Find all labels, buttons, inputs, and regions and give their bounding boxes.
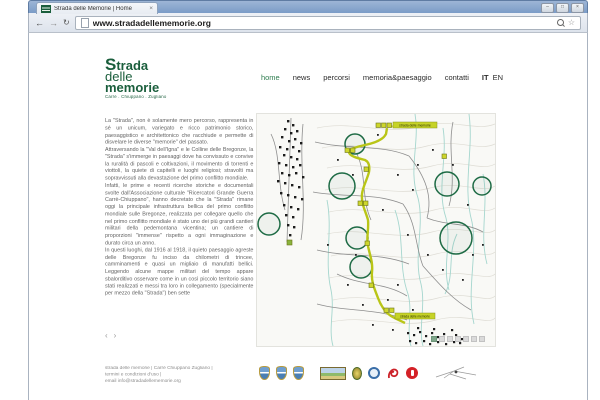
footer-text: [105, 366, 265, 385]
text-pager: [105, 331, 116, 340]
nav-item-news[interactable]: news: [292, 73, 311, 82]
nav-item-memoria-paesaggio[interactable]: memoria&paesaggio: [362, 73, 432, 82]
logo-line-1: Strada: [105, 55, 149, 74]
nav-item-percorsi[interactable]: percorsi: [323, 73, 350, 82]
url-text[interactable]: www.stradadellememorie.org: [92, 17, 211, 28]
site-favicon-icon: [41, 5, 51, 13]
tab-title: Strada delle Memorie | Home: [54, 5, 132, 12]
pager-prev-icon[interactable]: ‹: [105, 331, 108, 340]
paragraph: Infatti, le prime e recenti ricerche storiche e documentali svolte dall'Associazione culturale "Ricercatori Grande Guerra Carrè-Chiuppano", hanno decretato che la "Strada" rimane oggi la principale infrastruttura bellica del primo conflitto mondiale sulle Bregonze, realizzata per collegare quello che nel primo conflitto mondiale è stato uno dei più grandi cantieri militari della pedemontana vicentina; un cantiere di proporzioni "immense" rispetto a ogni immaginazione e durato circa un anno.: [105, 182, 254, 246]
carousel-dot[interactable]: [471, 336, 477, 342]
nav-item-contatti[interactable]: contatti: [444, 73, 469, 82]
paragraph: Attraversando la "Val dell'Igna" e le Colline delle Bregonze, la "Strada" s'immerge in paesaggi dove ha convissuto e convive la ruralità di pascoli e coltivazioni, il movimento di torrenti e viottoli, la quiete di capitelli e luoghi religiosi; stravolti ma sopravvissuti alla devastazione del primo conflitto mondiale.: [105, 146, 254, 182]
forward-icon[interactable]: →: [49, 17, 58, 28]
bookmark-star-icon[interactable]: ☆: [567, 17, 575, 27]
svg-text:strada delle memorie: strada delle memorie: [399, 123, 431, 128]
svg-text:strada delle memorie: strada delle memorie: [400, 314, 430, 319]
oval-badge-logo: [352, 367, 362, 380]
logo-line-2: delle: [105, 69, 133, 84]
paragraph: La "Strada", non è solamente mero percorso, rappresenta in sé un unicum, variegato e ricco patrimonio storico, paesaggistico e architettonico che racchiude e permette di disvelare le diverse "memorie" del passato.: [105, 118, 254, 146]
address-bar[interactable]: [75, 16, 581, 30]
intro-text: [105, 118, 253, 298]
logo-line-3: memorie: [105, 80, 160, 95]
footer-terms-link[interactable]: termini e condizioni d'uso |: [105, 372, 162, 378]
browser-tab[interactable]: [36, 2, 158, 14]
tab-close-icon[interactable]: ×: [149, 4, 153, 12]
browser-toolbar: [28, 13, 588, 33]
red-swirl-logo: [386, 367, 400, 380]
carousel-dot[interactable]: [447, 336, 453, 342]
map-banner-bottom[interactable]: [395, 313, 435, 319]
logo-towns: Carrè . Chiuppano . Zugliano: [105, 95, 167, 100]
paragraph: In questi luoghi, dal 1916 al 1918, il quieto paesaggio agreste delle Bregonze fu inciso da chilometri di trincee, camminamenti e quasi un migliaio di manufatti bellici. Leggendo alcune mappe militari del tempo appare sbalorditivo osservare come in un così piccolo territorio siano stati realizzati e messi tra loro in collegamento (specialmente per mezzo della "Strada") ben sette: [105, 247, 254, 297]
reload-icon[interactable]: ↻: [63, 18, 70, 27]
zugliano-crest-logo: [293, 366, 304, 380]
footer-logos: [259, 365, 478, 381]
lang-switch-en[interactable]: EN: [492, 73, 503, 82]
page-icon: [81, 18, 89, 28]
close-button[interactable]: ×: [571, 3, 584, 13]
carousel-dot[interactable]: [479, 336, 485, 342]
browser-window: [28, 0, 588, 400]
nav-item-home[interactable]: home: [260, 73, 280, 82]
footer-email-link[interactable]: email info@stradadellememorie.org: [105, 378, 181, 384]
web-page: [28, 33, 588, 400]
route-map[interactable]: [256, 113, 496, 347]
map-banner-top[interactable]: [393, 122, 437, 128]
carre-crest-logo: [259, 366, 270, 380]
maximize-button[interactable]: □: [556, 3, 569, 13]
carousel-dot[interactable]: [455, 336, 461, 342]
sketch-logo: [434, 365, 478, 381]
main-navigation: [261, 73, 503, 82]
footer-line-1: strada delle memorie | Carrè Chiuppano Zugliano |: [105, 366, 213, 371]
carousel-dot[interactable]: [463, 336, 469, 342]
minimize-button[interactable]: –: [541, 3, 554, 13]
pager-next-icon[interactable]: ›: [113, 331, 117, 340]
carousel-dot[interactable]: [431, 336, 437, 342]
red-round-logo: [406, 367, 418, 379]
site-logo[interactable]: [105, 55, 190, 101]
carousel-dot[interactable]: [439, 336, 445, 342]
blue-round-logo: [368, 367, 380, 379]
map-carousel: [431, 336, 485, 342]
chiuppano-crest-logo: [276, 366, 287, 380]
landscape-logo: [320, 367, 346, 380]
lang-switch-it[interactable]: IT: [481, 73, 489, 82]
back-icon[interactable]: ←: [35, 17, 44, 28]
browser-titlebar: [28, 0, 588, 13]
search-icon[interactable]: [557, 19, 564, 26]
window-controls: [541, 3, 584, 13]
